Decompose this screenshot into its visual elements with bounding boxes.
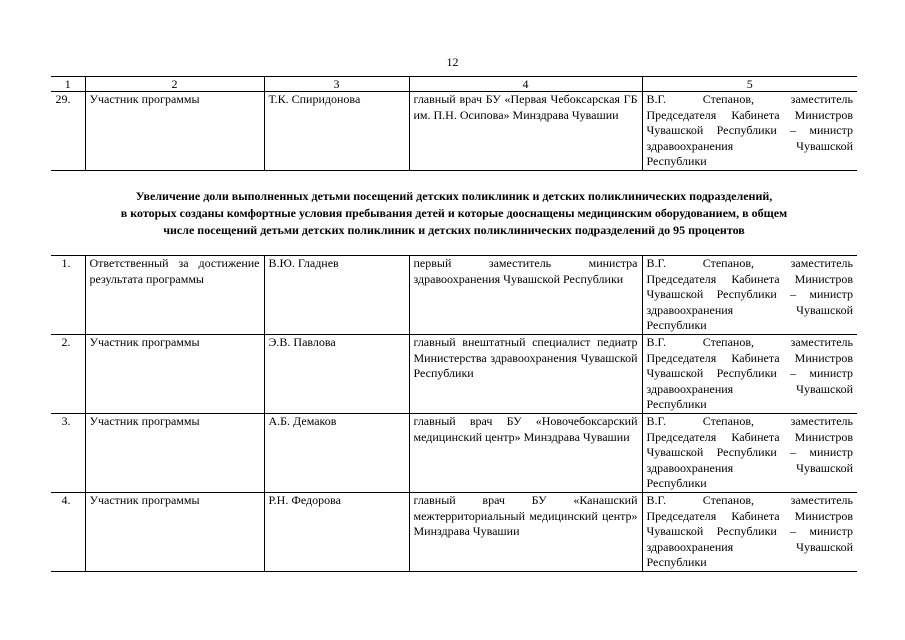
row-number: 29. [51,92,85,171]
table-header-row [51,77,857,92]
row-role: Ответственный за достижение результата программы [85,256,264,335]
row-position: главный врач БУ «Новочебоксарский медицинский центр» Минздрава Чувашии [409,413,642,492]
table-row [51,92,857,171]
table-row [51,413,857,492]
row-position: главный врач БУ «Канашский межтерриториальный медицинский центр» Минздрава Чувашии [409,492,642,571]
section-title-line: числе посещений детьми детских поликлиник и детских поликлинических подразделений до 95 процентов [163,223,745,237]
row-role: Участник программы [85,413,264,492]
column-number-header: 4 [409,77,642,92]
row-supervisor: В.Г. Степанов, заместитель Председателя Кабинета Министров Чувашской Республики – министр здравоохранения Чувашской Республики [642,334,857,413]
row-supervisor: В.Г. Степанов, заместитель Председателя Кабинета Министров Чувашской Республики – министр здравоохранения Чувашской Республики [642,92,857,171]
responsibility-table [51,255,857,572]
row-name: А.Б. Демаков [264,413,409,492]
row-position: главный врач БУ «Первая Чебоксарская ГБ им. П.Н. Осипова» Минздрава Чувашии [409,92,642,171]
row-name: Р.Н. Федорова [264,492,409,571]
table-row [51,492,857,571]
section-title [51,188,857,239]
column-number-header: 2 [85,77,264,92]
row-position: первый заместитель министра здравоохранения Чувашской Республики [409,256,642,335]
page-number: 12 [446,55,459,69]
row-name: В.Ю. Гладнев [264,256,409,335]
column-number-header: 1 [51,77,85,92]
row-name: Т.К. Спиридонова [264,92,409,171]
row-number: 1. [51,256,85,335]
row-supervisor: В.Г. Степанов, заместитель Председателя Кабинета Министров Чувашской Республики – министр здравоохранения Чувашской Республики [642,492,857,571]
row-number: 4. [51,492,85,571]
row-name: Э.В. Павлова [264,334,409,413]
row-supervisor: В.Г. Степанов, заместитель Председателя Кабинета Министров Чувашской Республики – министр здравоохранения Чувашской Республики [642,413,857,492]
row-role: Участник программы [85,334,264,413]
row-number: 2. [51,334,85,413]
row-role: Участник программы [85,492,264,571]
row-position: главный внештатный специалист педиатр Министерства здравоохранения Чувашской Республики [409,334,642,413]
column-number-header: 5 [642,77,857,92]
row-role: Участник программы [85,92,264,171]
section-title-line: Увеличение доли выполненных детьми посещений детских поликлиник и детских поликлинических подразделений, [135,189,773,203]
table-row [51,256,857,335]
section-title-line: в которых созданы комфортные условия пребывания детей и которые дооснащены медицинским оборудованием, в общем [120,206,788,220]
row-supervisor: В.Г. Степанов, заместитель Председателя Кабинета Министров Чувашской Республики – министр здравоохранения Чувашской Республики [642,256,857,335]
row-number: 3. [51,413,85,492]
table-row [51,334,857,413]
table-continuation [51,76,857,171]
column-number-header: 3 [264,77,409,92]
